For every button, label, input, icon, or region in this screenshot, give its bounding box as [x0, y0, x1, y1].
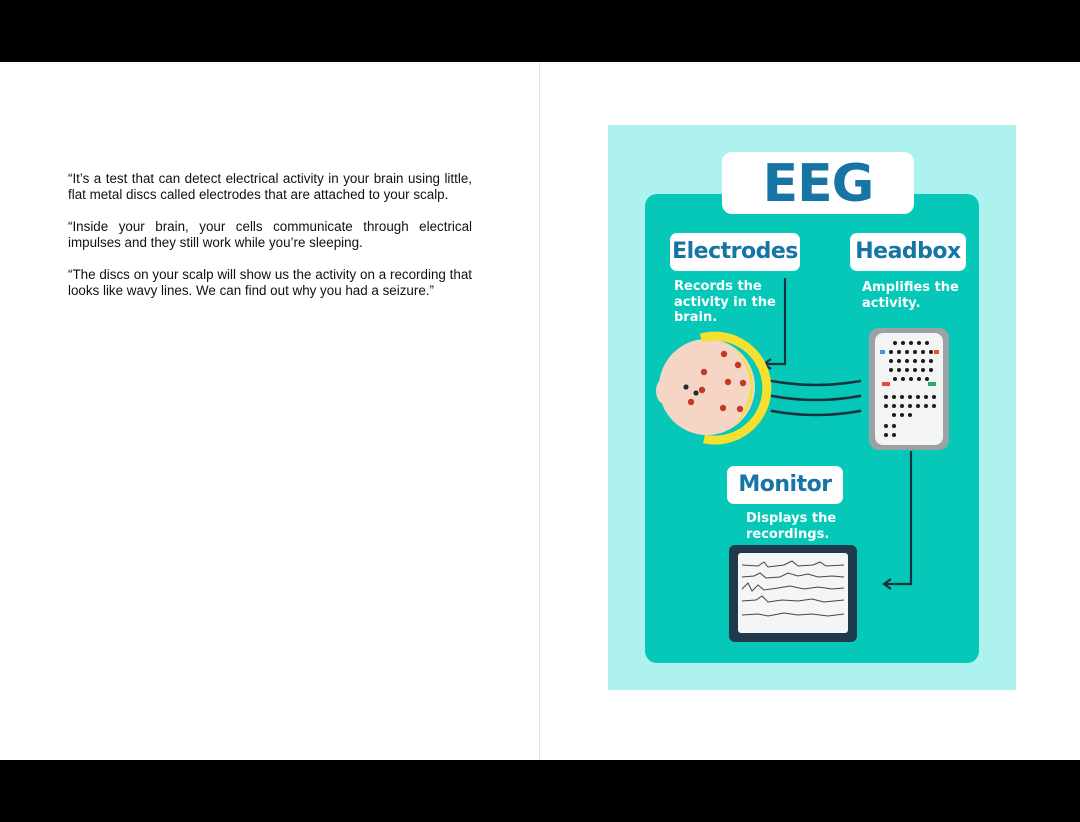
eeg-poster	[608, 125, 1016, 690]
poster-title: EEG	[762, 154, 874, 214]
right-page	[540, 62, 1080, 760]
bottom-letterbox-bar	[0, 760, 1080, 822]
story-text	[68, 171, 472, 315]
electrodes-description: Records the activity in the brain.	[674, 279, 776, 325]
monitor-description: Displays the recordings.	[746, 511, 837, 542]
headbox-device-icon	[869, 328, 949, 450]
monitor-label: Monitor	[738, 472, 832, 497]
electrodes-label-pill	[670, 233, 800, 271]
left-page	[0, 62, 539, 760]
paragraph-3: “The discs on your scalp will show us the activity on a recording that looks like wavy lines. We can find out why you had a seizure.”	[68, 267, 472, 298]
monitor-arrow-icon	[884, 451, 911, 589]
head-with-electrodes-icon	[656, 336, 767, 440]
headbox-label: Headbox	[855, 239, 961, 264]
monitor-waveform-icon	[729, 545, 857, 642]
monitor-label-pill	[727, 466, 843, 504]
headbox-description: Amplifies the activity.	[862, 280, 959, 311]
paragraph-1: “It’s a test that can detect electrical activity in your brain using little, flat metal discs called electrodes that are attached to your scalp.	[68, 171, 472, 202]
book-spread	[0, 62, 1080, 760]
headbox-label-pill	[850, 233, 966, 271]
top-letterbox-bar	[0, 0, 1080, 62]
wire-icon	[772, 381, 860, 415]
electrodes-label: Electrodes	[672, 239, 798, 264]
paragraph-2: “Inside your brain, your cells communicate through electrical impulses and they still work while you’re sleeping.	[68, 219, 472, 250]
title-pill	[722, 152, 914, 214]
